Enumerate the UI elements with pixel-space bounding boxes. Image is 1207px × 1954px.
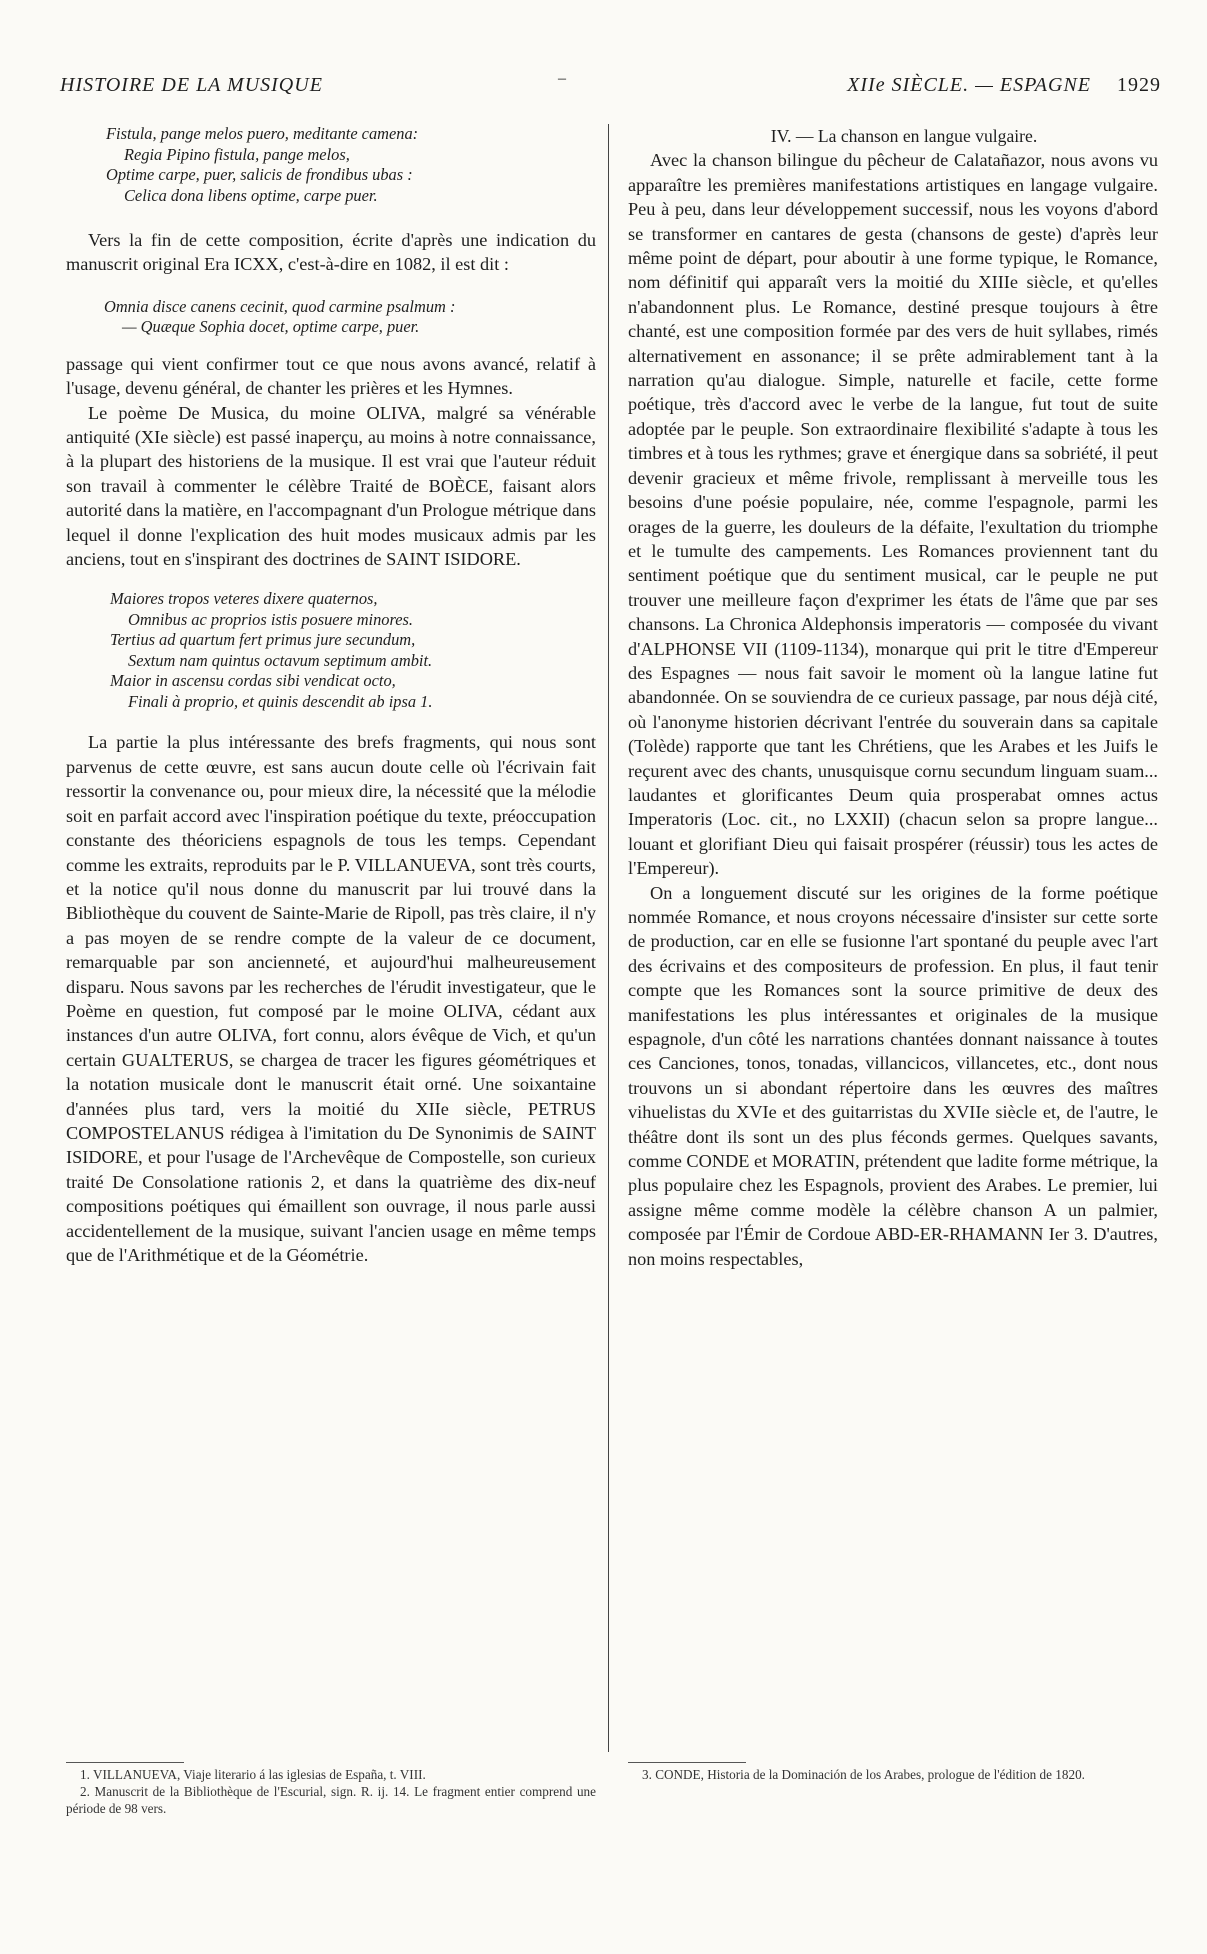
header-chapter <box>847 74 1161 97</box>
footnote-rule-right <box>628 1762 746 1763</box>
verse-line: Celica dona libens optime, carpe puer. <box>124 185 378 205</box>
header-chapter-title: XIIe SIÈCLE. — ESPAGNE <box>847 74 1091 96</box>
verse-line: Regia Pipino fistula, pange melos, <box>124 144 350 164</box>
footnote: 2. Manuscrit de la Bibliothèque de l'Escurial, sign. R. ij. 14. Le fragment entier comprend une période de 98 vers. <box>66 1784 596 1816</box>
verse-line: Finali à proprio, et quinis descendit ab ipsa 1. <box>128 691 433 711</box>
footnotes-right <box>628 1766 1158 1783</box>
section-title: IV. — La chanson en langue vulgaire. <box>770 126 1038 146</box>
running-header <box>60 70 1161 104</box>
footnote-rule-left <box>66 1762 184 1763</box>
verse-line: Tertius ad quartum fert primus jure secundum, <box>110 630 416 650</box>
latin-verse-2 <box>66 297 596 338</box>
paragraph: passage qui vient confirmer tout ce que nous avons avancé, relatif à l'usage, devenu général, de chanter les prières et les Hymnes. <box>66 353 596 399</box>
footnote: 3. CONDE, Historia de la Dominación de los Arabes, prologue de l'édition de 1820. <box>642 1767 1085 1782</box>
verse-line: Sextum nam quintus octavum septimum ambit. <box>128 650 433 670</box>
column-divider <box>608 124 609 1752</box>
verse-line: Maiores tropos veteres dixere quaternos, <box>110 589 378 609</box>
paragraph: La partie la plus intéressante des brefs fragments, qui nous sont parvenus de cette œuvre, est sans aucun doute celle où l'écrivain fait ressortir la convenance ou, pour mieux dire, la nécessité que la mélodie soit en parfait accord avec l'inspiration poétique du texte, préoccupation constante des théoriciens espagnols de tous les temps. Cependant comme les extraits, reproduits par le P. VILLANUEVA, sont très courts, et la notice qu'il nous donne du manuscrit par lui trouvé dans la Bibliothèque du couvent de Sainte-Marie de Ripoll, pas très claire, il n'y a pas moyen de se rendre compte de la valeur de ce document, remarquable par son ancienneté, et aujourd'hui malheureusement disparu. Nous savons par les recherches de l'érudit investigateur, que le Poème en question, fut composé par le moine OLIVA, cédant aux instances d'un autre OLIVA, fort connu, alors évêque de Vich, et qu'un certain GUALTERUS, se chargea de tracer les figures géométriques et la notation musicale dont le manuscrit était orné. Une soixantaine d'années plus tard, vers la moitié du XIIe siècle, PETRUS COMPOSTELANUS rédigea à l'imitation du De Synonimis de SAINT ISIDORE, et pour l'usage de l'Archevêque de Compostelle, son curieux traité De Consolatione rationis 2, et dans la quatrième des dix-neuf compositions poétiques qui émaillent son ouvrage, il nous parle aussi accidentellement de la musique, suivant l'ancien usage en même temps que de l'Arithmétique et de la Géométrie. <box>66 732 596 1265</box>
paragraph: Vers la fin de cette composition, écrite d'après une indication du manuscrit original Era ICXX, c'est-à-dire en 1082, il est dit : <box>66 230 596 275</box>
paragraph: Avec la chanson bilingue du pêcheur de Calatañazor, nous avons vu apparaître les premières manifestations artistiques en langage vulgaire. Peu à peu, dans leur développement successif, nous les voyons d'abord se transformer en cantares de gesta (chansons de geste) d'après leur même point de départ, pour aboutir à une forme typique, le Romance, nom définitif qui apparaît vers la moitié du XIIIe siècle, et qu'elles n'abandonnent plus. Le Romance, destiné presque toujours à être chanté, est une composition formée par des vers de huit syllabes, rimés alternativement en assonance; il se prête admirablement tant à la narration qu'au dialogue. Simple, naturelle et facile, cette forme poétique, très d'accord avec le verbe de la langue, fut tout de suite adoptée par le peuple. Son extraordinaire flexibilité s'adapte à tous les timbres et à tous les rythmes; grave et énergique dans sa sobriété, il peut devenir gracieux et même frivole, remplissant à merveille tous les besoins d'une poésie populaire, née, comme l'espagnole, parmi les orages de la guerre, les douleurs de la défaite, l'exultation du triomphe et le tumulte des campements. Les Romances proviennent tant du sentiment poétique que du sentiment musical, car le peuple ne put trouver une meilleure façon d'exprimer les états de l'âme que par ses chansons. La Chronica Aldephonsis imperatoris — composée du vivant d'ALPHONSE VII (1109-1134), monarque qui prit le titre d'Empereur des Espagnes — nous fait savoir le moment où la langue latine fut abandonnée. On se souviendra de ce curieux passage, par nous déjà cité, où l'anonyme historien décrivant l'entrée du souverain dans sa capitale (Tolède) rapporte que tant les Chrétiens, que les Arabes et les Juifs le reçurent avec des chants, unusquisque cornu secundum linguam suam... laudantes et glorificantes Deum quia prosperabat omnes actus Imperatoris (Loc. cit., no LXXII) (chacun selon sa propre langue... louant et glorifiant Dieu qui faisait prospérer (réussir) tous les actes de l'Empereur). <box>628 150 1158 879</box>
latin-verse-1 <box>66 124 596 206</box>
header-book-title: HISTOIRE DE LA MUSIQUE <box>60 74 323 96</box>
footnotes-left <box>66 1766 596 1817</box>
latin-verse-3 <box>66 589 596 712</box>
verse-line: Maior in ascensu cordas sibi vendicat octo, <box>110 671 396 691</box>
header-ornament-mark: ‒ <box>558 70 567 87</box>
right-column <box>628 124 1158 1271</box>
footnote: 1. VILLANUEVA, Viaje literario á las iglesias de España, t. VIII. <box>80 1767 426 1782</box>
paragraph: On a longuement discuté sur les origines de la forme poétique nommée Romance, et nous croyons nécessaire d'insister sur cette sorte de production, car en elle se fusionne l'art spontané du peuple avec l'art des écrivains et des compositeurs de profession. En plus, il faut tenir compte que les Romances sont la source primitive de deux des manifestations les plus intéressantes et originales de la musique espagnole, d'un côté les narrations chantées donnant naissance à toutes ces Canciones, tonos, tonadas, villancicos, villancetes, etc., dont nous trouvons un si abondant répertoire dans les œuvres des maîtres vihuelistas du XVIe et des guitarristas du XVIIe siècle et, de l'autre, le théâtre dont ils sont un des plus féconds germes. Quelques savants, comme CONDE et MORATIN, prétendent que ladite forme métrique, la plus populaire chez les Espagnols, provient des Arabes. Le premier, lui assigne même comme modèle la célèbre chanson A un palmier, composée par l'Émir de Cordoue ABD-ER-RHAMANN Ier 3. D'autres, non moins respectables, <box>628 882 1158 1269</box>
verse-line: Omnibus ac proprios istis posuere minores. <box>128 609 414 629</box>
verse-line: Optime carpe, puer, salicis de frondibus ubas : <box>106 165 413 184</box>
left-column <box>66 124 596 1267</box>
verse-line: Omnia disce canens cecinit, quod carmine psalmum : <box>104 296 456 316</box>
page-number: 1929 <box>1117 74 1161 96</box>
verse-line: Fistula, pange melos puero, meditante camena: <box>106 124 419 143</box>
verse-line: — Quæque Sophia docet, optime carpe, puer. <box>122 317 420 337</box>
paragraph: Le poème De Musica, du moine OLIVA, malgré sa vénérable antiquité (XIe siècle) est passé inaperçu, au moins à notre connaissance, à la plupart des historiens de la musique. Il est vrai que l'auteur réduit son travail à commenter le célèbre Traité de BOÈCE, faisant alors autorité dans la matière, en l'accompagnant d'un Prologue métrique dans lequel il donne l'explication des huit modes musicaux admis par les anciens, tout en s'inspirant des doctrines de SAINT ISIDORE. <box>66 402 596 570</box>
